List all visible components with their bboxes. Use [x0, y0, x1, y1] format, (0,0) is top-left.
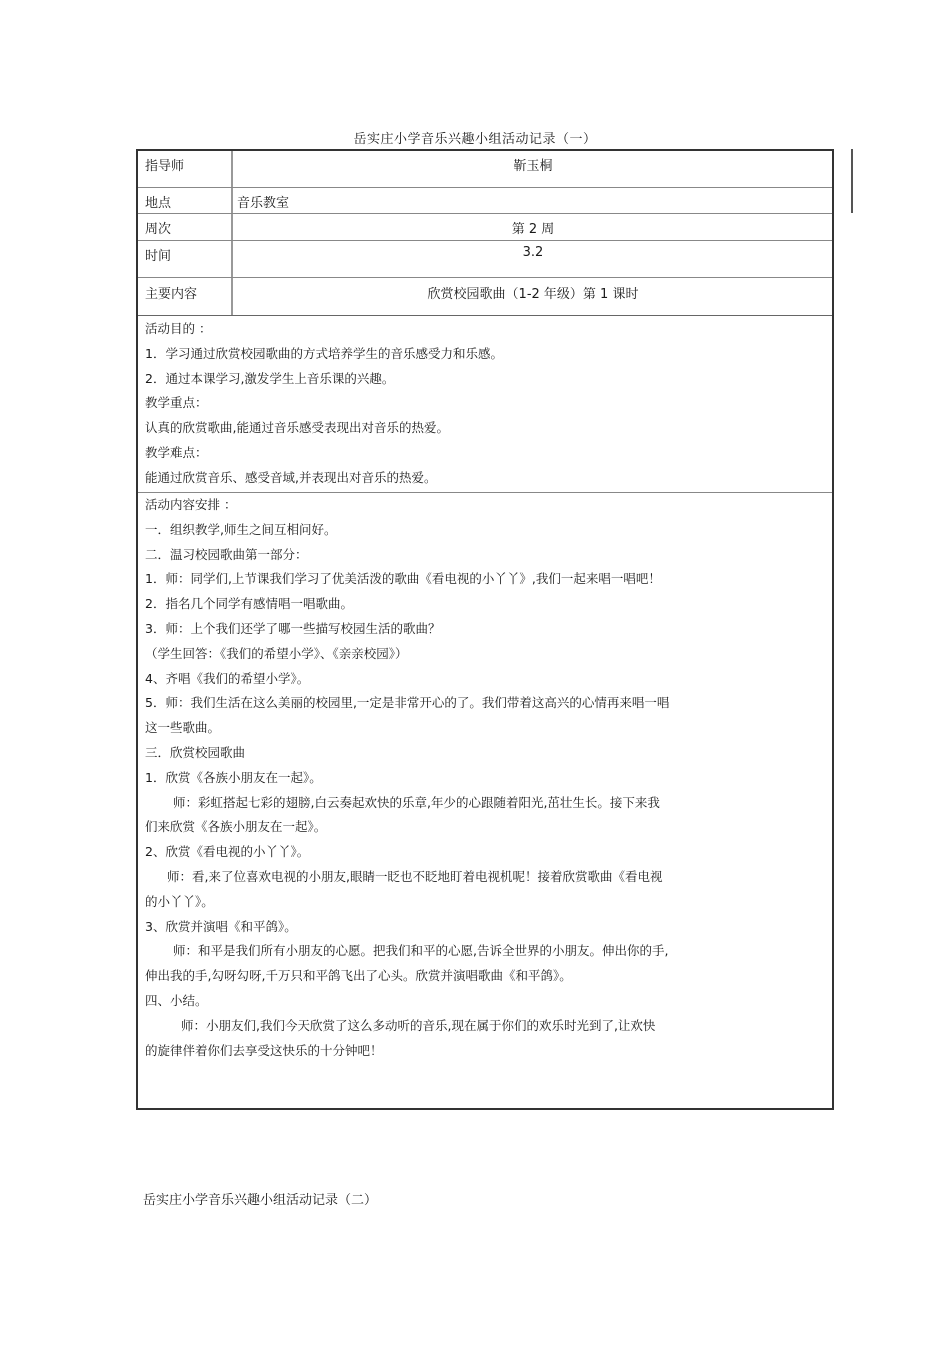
arrangement-line: 伸出我的手,勾呀勾呀,千万只和平鸽飞出了心头。欣赏并演唱歌曲《和平鸽》。: [145, 968, 572, 984]
row-location: [138, 188, 832, 214]
document-title: 岳实庄小学音乐兴趣小组活动记录（一）: [353, 132, 597, 147]
column-divider: [231, 241, 233, 277]
arrangement-line: 1．欣赏《各族小朋友在一起》。: [145, 769, 322, 785]
column-divider: [231, 214, 233, 240]
arrangement-line: 师：和平是我们所有小朋友的心愿。把我们和平的心愿,告诉全世界的小朋友。伸出你的手,: [173, 943, 669, 959]
arrangement-line: 3、欣赏并演唱《和平鸽》。: [145, 918, 297, 934]
arrangement-line: 3．师：上个我们还学了哪一些描写校园生活的歌曲？: [145, 620, 441, 636]
time-value: 3.2: [522, 245, 544, 260]
row-label: 指导师: [145, 159, 185, 174]
row-main-content: [138, 278, 832, 316]
main-content-value: 欣赏校园歌曲（1-2 年级）第 1 课时: [427, 287, 639, 302]
arrangement-line: 师：小朋友们,我们今天欣赏了这么多动听的音乐,现在属于你们的欢乐时光到了,让欢快: [181, 1017, 656, 1033]
arrangement-line: 们来欣赏《各族小朋友在一起》。: [145, 819, 327, 835]
key-point-line: 认真的欣赏歌曲,能通过音乐感受表现出对音乐的热爱。: [145, 420, 449, 436]
column-divider: [231, 188, 233, 213]
arrangement-line: 一．组织教学,师生之间互相问好。: [145, 521, 337, 537]
activity-record-table: [136, 149, 834, 1110]
key-point-heading: 教学重点：: [145, 395, 208, 411]
row-instructor: [138, 151, 832, 188]
column-divider: [231, 278, 233, 315]
arrangement-line: 三．欣赏校园歌曲: [145, 744, 246, 760]
row-time: [138, 241, 832, 278]
arrangement-line: 师：彩虹搭起七彩的翅膀,白云奏起欢快的乐章,年少的心跟随着阳光,茁壮生长。接下来我: [173, 794, 660, 810]
arrangement-line: 2．指名几个同学有感情唱一唱歌曲。: [145, 596, 353, 612]
goal-line: 2．通过本课学习,激发学生上音乐课的兴趣。: [145, 370, 395, 386]
table-edge-marker: [851, 149, 853, 213]
row-label: 时间: [145, 249, 172, 264]
arrangement-line: 5．师：我们生活在这么美丽的校园里,一定是非常开心的了。我们带着这高兴的心情再来唱一唱: [145, 695, 670, 711]
arrangement-line: 1．师：同学们,上节课我们学习了优美活泼的歌曲《看电视的小丫丫》,我们一起来唱一唱吧！: [145, 571, 661, 587]
arrangement-line: 师：看,来了位喜欢电视的小朋友,眼睛一眨也不眨地盯着电视机呢！接着欣赏歌曲《看电视: [167, 868, 663, 884]
arrangement-line: 这一些歌曲。: [145, 720, 221, 736]
week-value: 第 2 周: [511, 222, 555, 237]
location-value: 音乐教室: [237, 196, 290, 211]
arrangement-line: 2、欣赏《看电视的小丫丫》。: [145, 844, 310, 860]
arrangement-line: 的旋律伴着你们去享受这快乐的十分钟吧！: [145, 1042, 383, 1058]
arrangement-line: 四、小结。: [145, 992, 208, 1008]
row-label: 地点: [145, 196, 172, 211]
goals-heading: 活动目的 ：: [145, 321, 212, 336]
second-record-title: 岳实庄小学音乐兴趣小组活动记录（二）: [143, 1193, 378, 1208]
activity-arrangement-section: [138, 493, 832, 1063]
row-label: 周次: [145, 222, 172, 237]
arrangement-line: 二．温习校园歌曲第一部分：: [145, 546, 308, 562]
row-label: 主要内容: [145, 287, 198, 302]
arrangement-line: （学生回答：《我们的希望小学》、《亲亲校园》）: [145, 645, 408, 661]
instructor-value: 靳玉桐: [513, 159, 553, 174]
difficulty-heading: 教学难点：: [145, 444, 208, 460]
goal-line: 1．学习通过欣赏校园歌曲的方式培养学生的音乐感受力和乐感。: [145, 345, 503, 361]
row-week: [138, 214, 832, 241]
activity-goals-section: [138, 317, 832, 493]
arrangement-line: 的小丫丫》。: [145, 893, 214, 909]
arrangement-heading: 活动内容安排 ：: [145, 497, 237, 512]
column-divider: [231, 151, 233, 187]
arrangement-line: 4、齐唱《我们的希望小学》。: [145, 670, 310, 686]
difficulty-line: 能通过欣赏音乐、感受音域,并表现出对音乐的热爱。: [145, 469, 437, 485]
